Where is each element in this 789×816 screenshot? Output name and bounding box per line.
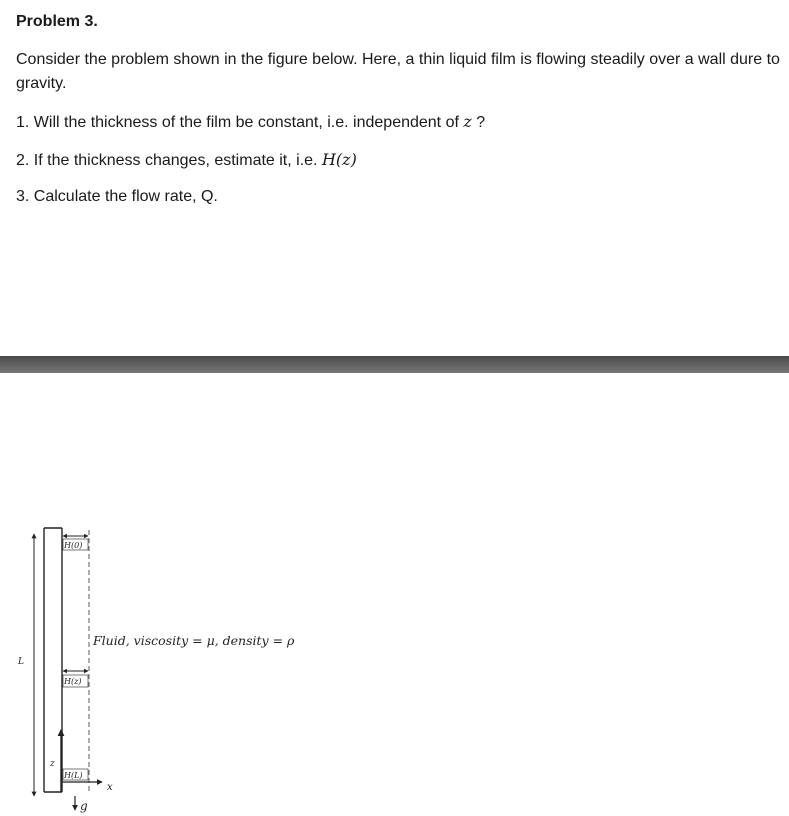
- hz-label: H(z): [64, 677, 82, 686]
- page-divider: [0, 356, 789, 373]
- question-2-variable: H(z): [321, 150, 357, 169]
- length-label: L: [18, 657, 24, 667]
- h0-label: H(0): [64, 541, 83, 550]
- question-1-text: 1. Will the thickness of the film be constant, i.e. independent of: [16, 114, 464, 131]
- question-1-end: ?: [471, 114, 486, 131]
- gravity-label: g: [80, 799, 88, 813]
- question-3: 3. Calculate the flow rate, Q.: [16, 188, 218, 205]
- x-axis-label: x: [107, 782, 113, 793]
- hl-label: H(L): [64, 771, 83, 780]
- fluid-properties-label: Fluid, viscosity = μ, density = ρ: [93, 633, 295, 648]
- problem-title: Problem 3.: [16, 13, 98, 30]
- question-1: [16, 110, 485, 135]
- question-2: [16, 148, 357, 173]
- film-flow-figure: [0, 520, 400, 816]
- problem-intro: Consider the problem shown in the figure below. Here, a thin liquid film is flowing steadily over a wall dure to gravity.: [16, 51, 780, 92]
- z-axis-label: z: [50, 759, 55, 769]
- question-1-variable: z: [463, 112, 472, 131]
- question-2-text: 2. If the thickness changes, estimate it, i.e.: [16, 152, 322, 169]
